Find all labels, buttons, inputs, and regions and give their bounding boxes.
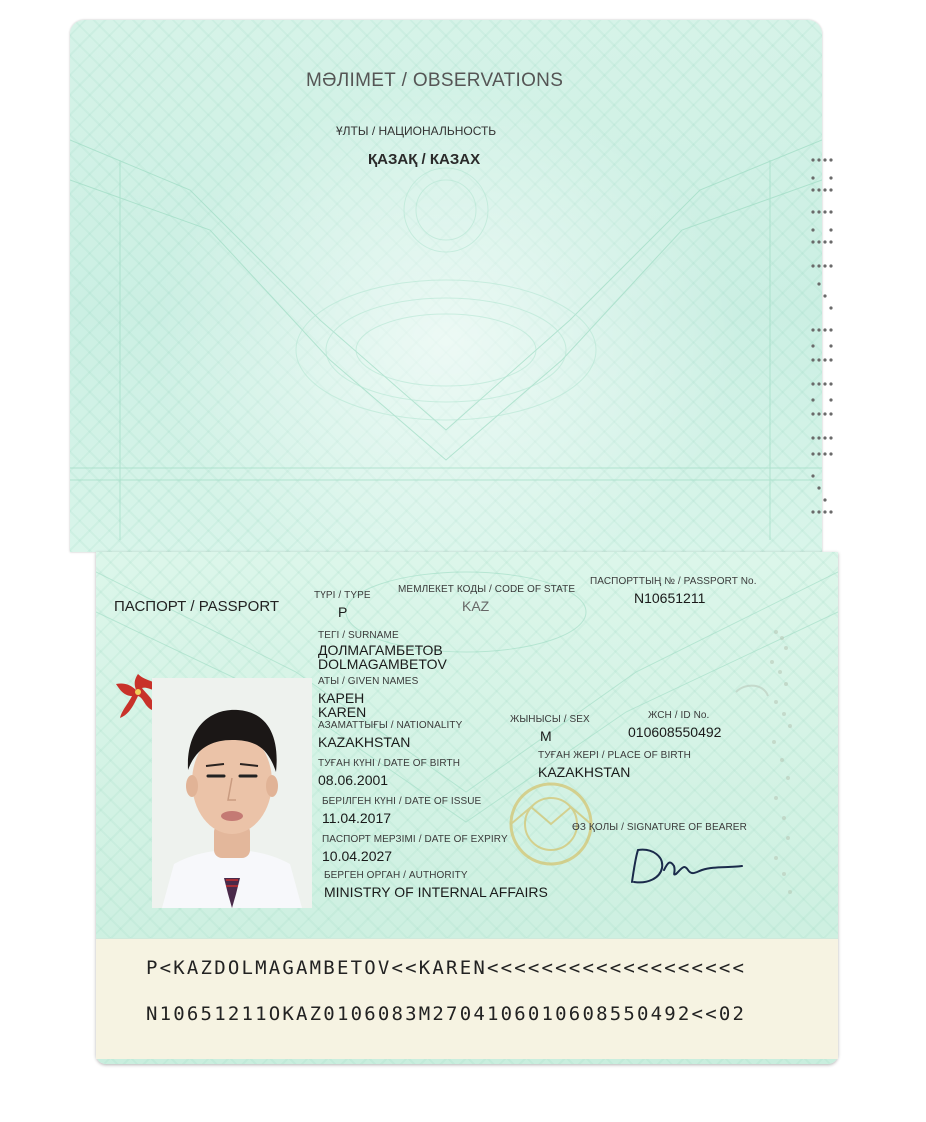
nationality-value: KAZAKHSTAN [318, 734, 411, 750]
guilloche-background [70, 20, 822, 552]
nationality-label: ҰЛТЫ / НАЦИОНАЛЬНОСТЬ [336, 124, 497, 138]
surname-label: ТЕГІ / SURNAME [318, 630, 399, 641]
authority-value: MINISTRY OF INTERNAL AFFAIRS [324, 884, 548, 900]
holder-photo [152, 678, 312, 908]
date-of-birth-label: ТУҒАН КҮНІ / DATE OF BIRTH [318, 758, 461, 769]
mrz-line-2: N10651211OKAZ0106083M2704106010608550492<<02 [146, 1003, 747, 1025]
surname-cyrillic: ДОЛМАГАМБЕТОВ [318, 642, 443, 658]
surname-latin: DOLMAGAMBETOV [318, 656, 447, 672]
given-names-label: АТЫ / GIVEN NAMES [318, 676, 419, 687]
nationality-value: ҚАЗАҚ / КАЗАХ [368, 151, 481, 168]
machine-readable-zone [96, 938, 838, 1059]
authority-label: БЕРГЕН ОРГАН / AUTHORITY [324, 870, 468, 881]
signature-label: ӨЗ ҚОЛЫ / SIGNATURE OF BEARER [572, 822, 747, 833]
place-of-birth-value: KAZAKHSTAN [538, 764, 631, 780]
id-number-value: 010608550492 [628, 724, 722, 740]
date-of-expiry-value: 10.04.2027 [322, 848, 393, 864]
mrz-line-1: P<KAZDOLMAGAMBETOV<<KAREN<<<<<<<<<<<<<<<<<<< [146, 957, 747, 979]
passport-number-value: N10651211 [634, 590, 706, 606]
code-of-state-value: KAZ [462, 598, 490, 614]
date-of-expiry-label: ПАСПОРТ МЕРЗІМІ / DATE OF EXPIRY [322, 834, 508, 845]
nationality-label: АЗАМАТТЫҒЫ / NATIONALITY [318, 720, 463, 731]
code-of-state-label: МЕМЛЕКЕТ КОДЫ / CODE OF STATE [398, 584, 576, 595]
place-of-birth-label: ТУҒАН ЖЕРІ / PLACE OF BIRTH [538, 750, 691, 761]
document-title: ПАСПОРТ / PASSPORT [114, 598, 280, 615]
type-label: ТҮРІ / TYPE [314, 590, 371, 601]
observations-title: МӘЛІМЕТ / OBSERVATIONS [306, 70, 564, 91]
given-names-latin: KAREN [318, 704, 367, 720]
perforated-passport-number [805, 150, 839, 530]
sex-label: ЖЫНЫСЫ / SEX [510, 714, 590, 725]
date-of-issue-label: БЕРІЛГЕН КҮНІ / DATE OF ISSUE [322, 796, 482, 807]
date-of-birth-value: 08.06.2001 [318, 772, 389, 788]
bearer-signature [624, 842, 754, 892]
observations-page [70, 20, 822, 552]
passport-number-label: ПАСПОРТТЫҢ № / PASSPORT No. [590, 576, 757, 587]
date-of-issue-value: 11.04.2017 [322, 810, 392, 826]
given-names-cyrillic: КАРЕН [318, 690, 365, 706]
type-value: P [338, 604, 348, 620]
portrait-image [152, 678, 312, 908]
passport-data-page [96, 552, 838, 1064]
id-number-label: ЖСН / ID No. [648, 710, 710, 721]
sex-value: M [540, 728, 552, 744]
